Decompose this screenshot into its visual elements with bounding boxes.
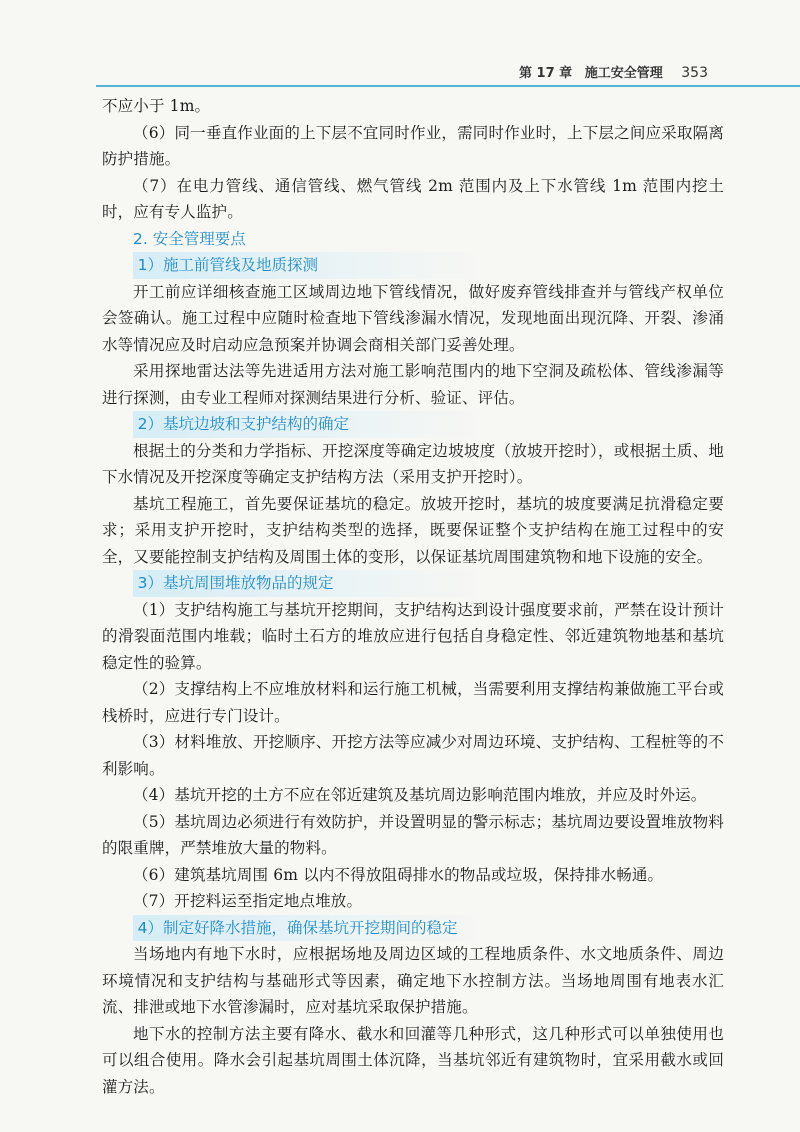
body-paragraph: 采用探地雷达法等先进适用方法对施工影响范围内的地下空洞及疏松体、管线渗漏等进行探测，由专业工程师对探测结果进行分析、验证、评估。 — [102, 362, 724, 407]
list-item: （2）支撑结构上不应堆放材料和运行施工机械，当需要利用支撑结构兼做施工平台或栈桥时，应进行专门设计。 — [102, 680, 724, 725]
header-rule — [96, 85, 800, 87]
list-item: （6）建筑基坑周围 6m 以内不得放阻碍排水的物品或垃圾，保持排水畅通。 — [133, 865, 664, 884]
chapter-number: 第 17 章 — [519, 66, 573, 81]
running-head — [519, 62, 708, 81]
body-paragraph: 开工前应详细核查施工区域周边地下管线情况，做好废弃管线排查并与管线产权单位会签确认。施工过程中应随时检查地下管线渗漏水情况，发现地面出现沉降、开裂、渗涌水等情况应及时启动应急预案并协调会商相关部门妥善处理。 — [102, 282, 724, 354]
list-item: （4）基坑开挖的土方不应在邻近建筑及基坑周边影响范围内堆放，并应及时外运。 — [133, 786, 707, 804]
list-item-7: （7）在电力管线、通信管线、燃气管线 2m 范围内及上下水管线 1m 范围内挖土时，应有专人监护。 — [102, 176, 724, 221]
subsection-heading-3: 3）基坑周围堆放物品的规定 — [133, 570, 498, 597]
section-heading: 2. 安全管理要点 — [133, 229, 246, 248]
list-item: （5）基坑周边必须进行有效防护，并设置明显的警示标志；基坑周边要设置堆放物料的限重牌，严禁堆放大量的物料。 — [102, 812, 724, 857]
subsection-heading-1: 1）施工前管线及地质探测 — [133, 252, 498, 279]
list-item: （3）材料堆放、开挖顺序、开挖方法等应减少对周边环境、支护结构、工程桩等的不利影响。 — [102, 733, 724, 778]
body-paragraph: 根据土的分类和力学指标、开挖深度等确定边坡坡度（放坡开挖时），或根据土质、地下水情况及开挖深度等确定支护结构方法（采用支护开挖时）。 — [102, 441, 724, 486]
page-body — [102, 93, 724, 1100]
subsection-heading-4: 4）制定好降水措施，确保基坑开挖期间的稳定 — [133, 915, 498, 942]
chapter-title: 施工安全管理 — [584, 66, 663, 81]
body-paragraph: 当场地内有地下水时，应根据场地及周边区域的工程地质条件、水文地质条件、周边环境情况和支护结构与基础形式等因素，确定地下水控制方法。当场地周围有地表水汇流、排泄或地下水管渗漏时，应对基坑采取保护措施。 — [102, 945, 724, 1016]
page-number: 353 — [681, 65, 708, 81]
list-item: （7）开挖料运至指定地点堆放。 — [133, 892, 363, 910]
body-paragraph: 基坑工程施工，首先要保证基坑的稳定。放坡开挖时，基坑的坡度要满足抗滑稳定要求；采用支护开挖时，支护结构类型的选择，既要保证整个支护结构在施工过程中的安全，又要能控制支护结构及周围土体的变形，以保证基坑周围建筑物和地下设施的安全。 — [102, 494, 724, 566]
continued-paragraph: 不应小于 1m。 — [102, 97, 211, 115]
list-item: （1）支护结构施工与基坑开挖期间，支护结构达到设计强度要求前，严禁在设计预计的滑裂面范围内堆载；临时土石方的堆放应进行包括自身稳定性、邻近建筑物地基和基坑稳定性的验算。 — [102, 600, 724, 672]
page-header — [0, 52, 800, 92]
body-paragraph: 地下水的控制方法主要有降水、截水和回灌等几种形式，这几种形式可以单独使用也可以组合使用。降水会引起基坑周围土体沉降，当基坑邻近有建筑物时，宜采用截水或回灌方法。 — [102, 1024, 724, 1096]
subsection-heading-2: 2）基坑边坡和支护结构的确定 — [133, 411, 498, 438]
list-item-6: （6）同一垂直作业面的上下层不宜同时作业，需同时作业时，上下层之间应采取隔离防护措施。 — [102, 123, 724, 168]
